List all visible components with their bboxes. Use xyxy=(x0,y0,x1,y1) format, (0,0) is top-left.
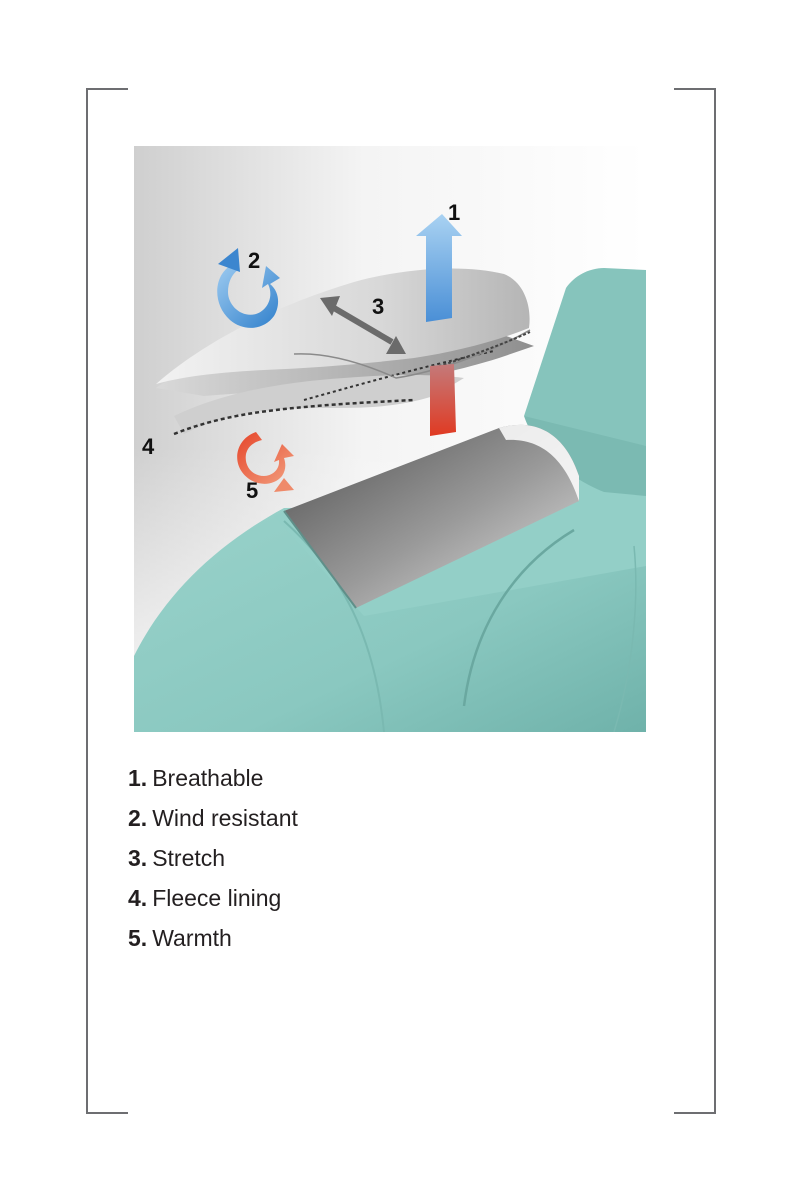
callout-number-4: 4 xyxy=(142,434,155,459)
callout-number-5: 5 xyxy=(246,478,259,503)
legend-number: 2. xyxy=(128,805,148,831)
legend-item-stretch xyxy=(128,838,298,878)
legend-number: 4. xyxy=(128,885,148,911)
legend-label: Fleece lining xyxy=(152,885,282,911)
feature-legend xyxy=(128,758,298,958)
legend-number: 1. xyxy=(128,765,148,791)
warmth-rising-arrow-icon xyxy=(430,364,456,436)
legend-label: Warmth xyxy=(152,925,232,951)
legend-number: 3. xyxy=(128,845,148,871)
fabric-layers-illustration xyxy=(134,146,646,732)
legend-item-breathable xyxy=(128,758,298,798)
legend-label: Breathable xyxy=(152,765,264,791)
legend-label: Wind resistant xyxy=(152,805,298,831)
right-frame-bracket xyxy=(674,88,716,1114)
left-frame-bracket xyxy=(86,88,128,1114)
legend-item-wind-resistant xyxy=(128,798,298,838)
callout-number-2: 2 xyxy=(248,248,261,273)
callout-number-1: 1 xyxy=(448,200,461,225)
legend-label: Stretch xyxy=(152,845,226,871)
legend-number: 5. xyxy=(128,925,148,951)
legend-item-warmth xyxy=(128,918,298,958)
callout-number-3: 3 xyxy=(372,294,385,319)
legend-item-fleece-lining xyxy=(128,878,298,918)
